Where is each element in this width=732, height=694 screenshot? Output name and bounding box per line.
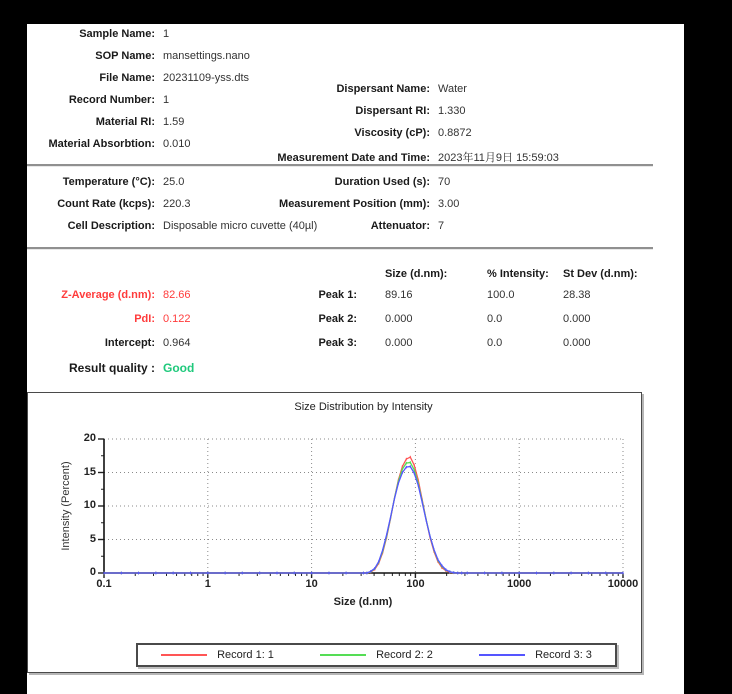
field-row bbox=[170, 83, 467, 95]
field-label: Attenuator: bbox=[370, 220, 430, 232]
pdi-label: PdI: bbox=[134, 313, 155, 325]
field-label: Viscosity (cP): bbox=[354, 127, 430, 139]
y-tick-label: 0 bbox=[89, 566, 96, 578]
peak1-label: Peak 1: bbox=[318, 289, 357, 301]
field-label: Temperature (°C): bbox=[62, 176, 155, 188]
field-row bbox=[170, 149, 559, 165]
section-divider bbox=[27, 247, 653, 250]
field-row bbox=[27, 94, 169, 106]
peak2-stdev: 0.000 bbox=[563, 313, 591, 325]
intercept-value: 0.964 bbox=[163, 337, 191, 349]
field-value: 1 bbox=[163, 94, 170, 106]
field-row bbox=[170, 105, 466, 117]
peak2-size: 0.000 bbox=[385, 313, 413, 325]
field-value: 0.8872 bbox=[438, 127, 472, 139]
field-value: 0.010 bbox=[163, 138, 191, 150]
z-average-label: Z-Average (d.nm): bbox=[61, 289, 155, 301]
field-value: Disposable micro cuvette (40µl) bbox=[163, 220, 318, 232]
y-tick-label: 10 bbox=[83, 499, 96, 511]
x-tick-label: 10 bbox=[305, 578, 318, 590]
field-label: SOP Name: bbox=[95, 50, 155, 62]
field-value: 7 bbox=[438, 220, 445, 232]
field-row bbox=[170, 220, 444, 232]
pdi-value: 0.122 bbox=[163, 313, 191, 325]
peak3-label: Peak 3: bbox=[318, 337, 357, 349]
series-curve-record-1 bbox=[104, 457, 623, 573]
series-curve-record-2 bbox=[104, 463, 623, 574]
field-label: Material Absorbtion: bbox=[48, 138, 155, 150]
field-value: 1.59 bbox=[163, 116, 185, 128]
field-row bbox=[27, 50, 250, 62]
peak1-intensity: 100.0 bbox=[487, 289, 515, 301]
intercept-label: Intercept: bbox=[104, 337, 155, 349]
x-tick-label: 1000 bbox=[506, 578, 532, 590]
section-divider bbox=[27, 164, 653, 167]
peak1-stdev: 28.38 bbox=[563, 289, 591, 301]
field-value: 2023年11月9日 15:59:03 bbox=[438, 152, 559, 164]
field-label: Dispersant RI: bbox=[355, 105, 430, 117]
legend-label-record-3: Record 3: 3 bbox=[535, 649, 592, 661]
peak3-stdev: 0.000 bbox=[563, 337, 591, 349]
field-label: Count Rate (kcps): bbox=[57, 198, 155, 210]
x-tick-label: 1 bbox=[204, 578, 211, 590]
y-axis-label: Intensity (Percent) bbox=[60, 461, 72, 551]
x-tick-label: 100 bbox=[406, 578, 425, 590]
field-row bbox=[170, 176, 450, 188]
field-value: 70 bbox=[438, 176, 451, 188]
legend-label-record-2: Record 2: 2 bbox=[376, 649, 433, 661]
field-label: Duration Used (s): bbox=[334, 176, 430, 188]
field-row bbox=[27, 28, 169, 40]
field-row bbox=[27, 116, 184, 128]
field-label: Sample Name: bbox=[79, 28, 155, 40]
field-label: Measurement Position (mm): bbox=[279, 198, 430, 210]
peak3-intensity: 0.0 bbox=[487, 337, 503, 349]
y-tick-label: 15 bbox=[83, 465, 96, 478]
field-label: Record Number: bbox=[68, 94, 155, 106]
field-row bbox=[27, 198, 191, 210]
field-label: Measurement Date and Time: bbox=[277, 152, 430, 164]
peak2-intensity: 0.0 bbox=[487, 313, 503, 325]
x-tick-label: 0.1 bbox=[96, 578, 112, 590]
field-row bbox=[27, 289, 191, 301]
field-label: Material RI: bbox=[95, 116, 155, 128]
peak3-size: 0.000 bbox=[385, 337, 413, 349]
peak2-label: Peak 2: bbox=[318, 313, 357, 325]
field-value: 3.00 bbox=[438, 198, 460, 210]
field-row bbox=[27, 138, 191, 150]
chart-title: Size Distribution by Intensity bbox=[294, 401, 433, 413]
result-quality-label: Result quality : bbox=[68, 361, 155, 375]
field-value: 220.3 bbox=[163, 198, 191, 210]
peak1-size: 89.16 bbox=[385, 289, 413, 301]
field-value: Water bbox=[438, 83, 467, 95]
field-row bbox=[27, 313, 191, 325]
field-row bbox=[170, 198, 459, 210]
field-value: 20231109-yss.dts bbox=[163, 72, 250, 84]
field-label: File Name: bbox=[99, 72, 155, 84]
results-col-header-size: Size (d.nm): bbox=[385, 268, 448, 280]
report-page bbox=[27, 24, 684, 694]
field-value: 1.330 bbox=[438, 105, 466, 117]
results-col-header-stdev: St Dev (d.nm): bbox=[563, 268, 638, 280]
y-tick-label: 5 bbox=[89, 532, 96, 545]
field-row bbox=[27, 337, 191, 349]
x-tick-label: 10000 bbox=[607, 578, 639, 590]
field-row bbox=[27, 361, 194, 375]
legend-label-record-1: Record 1: 1 bbox=[217, 649, 274, 661]
result-quality-value: Good bbox=[163, 361, 195, 375]
chart-canvas bbox=[28, 393, 641, 672]
field-value: 1 bbox=[163, 28, 170, 40]
field-value: mansettings.nano bbox=[163, 50, 250, 62]
series-curve-record-3 bbox=[104, 467, 623, 574]
x-axis-label: Size (d.nm) bbox=[333, 596, 393, 608]
z-average-value: 82.66 bbox=[163, 289, 191, 301]
field-label: Dispersant Name: bbox=[336, 83, 430, 95]
y-tick-label: 20 bbox=[83, 432, 96, 444]
field-value: 25.0 bbox=[163, 176, 185, 188]
chart-panel bbox=[27, 392, 642, 673]
field-row bbox=[27, 176, 184, 188]
field-row bbox=[170, 127, 472, 139]
field-label: Cell Description: bbox=[67, 220, 155, 232]
results-col-header-intensity: % Intensity: bbox=[487, 268, 549, 280]
